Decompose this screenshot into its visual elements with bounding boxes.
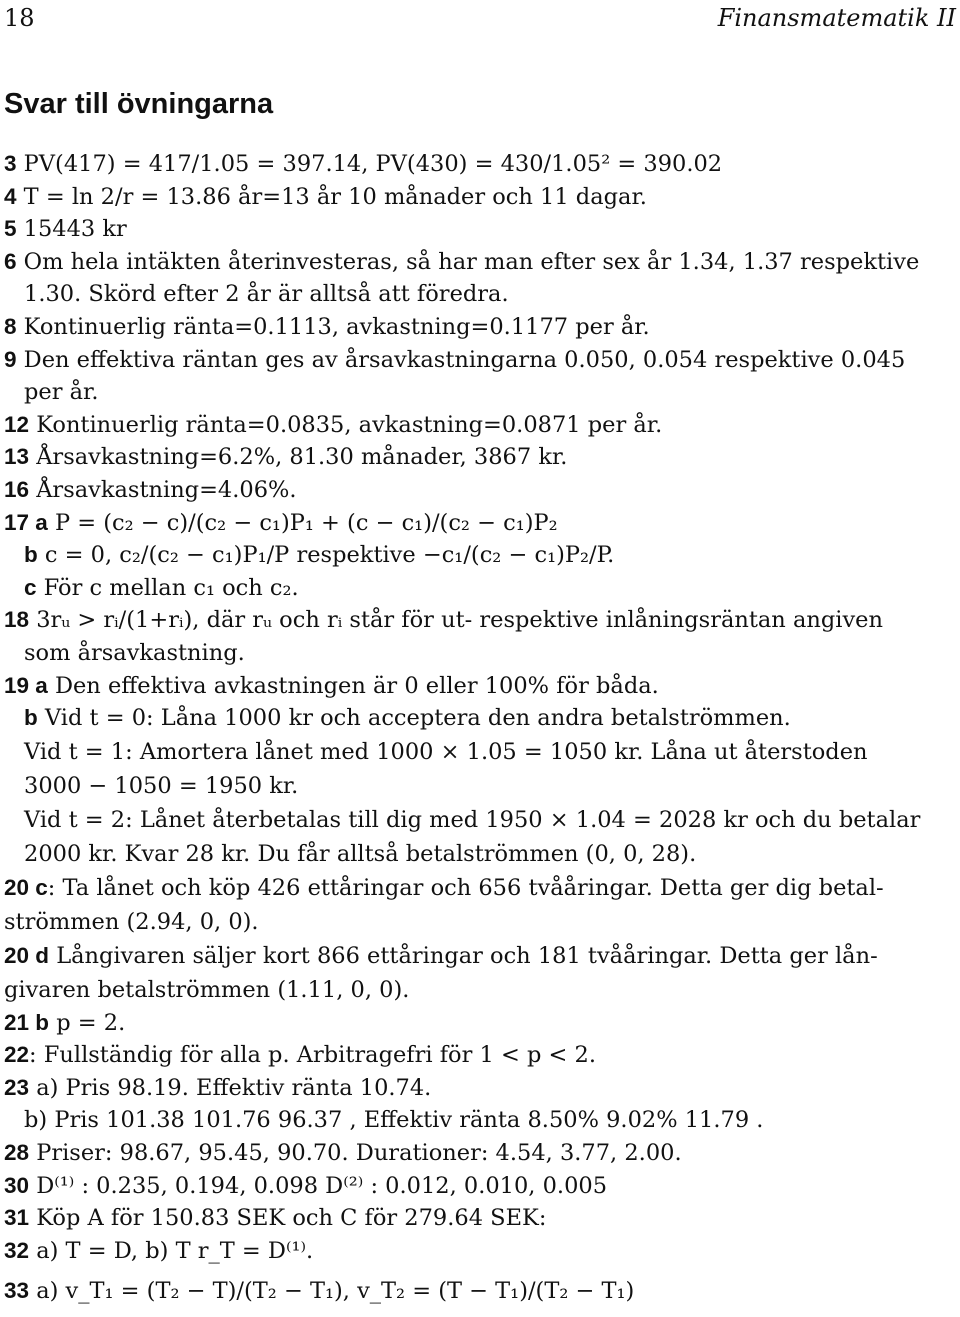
answer-text: För c mellan c₁ och c₂.	[43, 574, 299, 601]
answer-text: Om hela intäkten återinvesteras, så har man efter sex år 1.34, 1.37 respektive	[23, 248, 920, 275]
answer-line	[4, 1271, 956, 1311]
answer-line	[4, 939, 956, 973]
answer-text: strömmen (2.94, 0, 0).	[4, 908, 259, 935]
answer-number: 6	[4, 248, 17, 274]
answer-line	[4, 604, 956, 637]
answer-text: Årsavkastning=4.06%.	[36, 476, 297, 503]
answer-continuation	[4, 803, 956, 837]
answer-text: Priser: 98.67, 95.45, 90.70. Durationer: 4.54, 3.77, 2.00.	[36, 1140, 682, 1167]
answer-subpart	[4, 702, 956, 735]
answer-line	[4, 1072, 956, 1105]
answer-continuation	[4, 278, 956, 311]
answer-continuation	[4, 637, 956, 670]
answer-subpart-label: b	[24, 705, 38, 731]
answer-number: 16	[4, 476, 30, 502]
answer-number: 19 a	[4, 672, 48, 698]
answer-text: D⁽¹⁾ : 0.235, 0.194, 0.098 D⁽²⁾ : 0.012, 0.010, 0.005	[36, 1172, 608, 1199]
answer-number: 9	[4, 346, 17, 372]
answer-continuation	[4, 837, 956, 871]
answer-number: 31	[4, 1205, 30, 1231]
answer-number: 17 a	[4, 509, 48, 535]
answer-text: b) Pris 101.38 101.76 96.37 , Effektiv ränta 8.50% 9.02% 11.79 .	[24, 1107, 764, 1134]
answer-line	[4, 507, 956, 540]
answer-line	[4, 246, 956, 279]
answer-line	[4, 441, 956, 474]
answer-text: a) T = D, b) T r_T = D⁽¹⁾.	[36, 1237, 314, 1264]
answer-line	[4, 213, 956, 246]
answer-number: 21 b	[4, 1009, 50, 1035]
answer-text: a) v_T₁ = (T₂ − T)/(T₂ − T₁), v_T₂ = (T − T₁)/(T₂ − T₁)	[36, 1278, 635, 1305]
page-number: 18	[4, 4, 35, 32]
answer-text: Vid t = 0: Låna 1000 kr och acceptera den andra betalströmmen.	[44, 705, 791, 732]
page-header	[0, 4, 960, 40]
answer-text: 3rᵤ > rᵢ/(1+rᵢ), där rᵤ och rᵢ står för ut- respektive inlåningsräntan angiven	[36, 607, 883, 634]
answer-continuation	[4, 973, 956, 1007]
answer-line	[4, 871, 956, 905]
answer-text: 15443 kr	[23, 216, 127, 243]
answer-text: per år.	[24, 379, 99, 406]
answer-line	[4, 1007, 956, 1040]
answer-text: Årsavkastning=6.2%, 81.30 månader, 3867 kr.	[36, 444, 568, 471]
answer-number: 3	[4, 151, 17, 176]
answer-text: Vid t = 2: Lånet återbetalas till dig med 1950 × 1.04 = 2028 kr och du betalar	[24, 806, 921, 833]
answer-text: T = ln 2/r = 13.86 år=13 år 10 månader och 11 dagar.	[23, 183, 647, 210]
answer-text: 1.30. Skörd efter 2 år är alltså att föredra.	[24, 281, 509, 308]
answer-number: 12	[4, 411, 30, 437]
answer-continuation	[4, 769, 956, 803]
answer-text: c = 0, c₂/(c₂ − c₁)P₁/P respektive −c₁/(c₂ − c₁)P₂/P.	[44, 542, 615, 569]
answer-text: 2000 kr. Kvar 28 kr. Du får alltså betalströmmen (0, 0, 28).	[24, 840, 697, 867]
answer-text: a) Pris 98.19. Effektiv ränta 10.74.	[36, 1074, 432, 1101]
answer-subpart-label: b	[24, 542, 38, 568]
answer-text: P = (c₂ − c)/(c₂ − c₁)P₁ + (c − c₁)/(c₂ − c₁)P₂	[54, 509, 558, 536]
answer-line	[4, 409, 956, 442]
answer-line	[4, 1202, 956, 1235]
answer-number: 28	[4, 1140, 30, 1166]
answer-text: Kontinuerlig ränta=0.0835, avkastning=0.0871 per år.	[36, 411, 663, 438]
answer-line	[4, 670, 956, 703]
answer-text: givaren betalströmmen (1.11, 0, 0).	[4, 976, 410, 1003]
answer-text: Köp A för 150.83 SEK och C för 279.64 SEK:	[36, 1205, 547, 1232]
answer-text: : Ta lånet och köp 426 ettåringar och 656 tvååringar. Detta ger dig betal-	[47, 874, 884, 901]
answer-line	[4, 1235, 956, 1268]
answer-text: : Fullständig för alla p. Arbitragefri för 1 < p < 2.	[29, 1042, 597, 1069]
answer-line	[4, 1137, 956, 1170]
answer-number: 4	[4, 183, 17, 209]
answer-continuation	[4, 905, 956, 939]
answer-text: Kontinuerlig ränta=0.1113, avkastning=0.1177 per år.	[23, 313, 650, 340]
answer-line	[4, 181, 956, 214]
answer-text: Den effektiva avkastningen är 0 eller 100% för båda.	[54, 672, 659, 699]
section-title: Svar till övningarna	[4, 88, 274, 120]
answer-list	[4, 148, 956, 1311]
answer-text: p = 2.	[56, 1009, 126, 1036]
answer-text: som årsavkastning.	[24, 639, 245, 666]
answer-continuation	[4, 735, 956, 769]
answer-text: Den effektiva räntan ges av årsavkastningarna 0.050, 0.054 respektive 0.045	[23, 346, 906, 373]
answer-text: PV(417) = 417/1.05 = 397.14, PV(430) = 430/1.05² = 390.02	[23, 151, 723, 177]
answer-number: 18	[4, 607, 30, 633]
running-title: Finansmatematik II	[717, 4, 956, 32]
answer-line	[4, 1170, 956, 1203]
answer-text: 3000 − 1050 = 1950 kr.	[24, 772, 299, 799]
answer-number: 23	[4, 1074, 30, 1100]
answer-number: 30	[4, 1172, 30, 1198]
answer-subpart-label: c	[24, 574, 37, 600]
answer-number: 8	[4, 313, 17, 339]
answer-number: 20 d	[4, 942, 50, 968]
answer-number: 5	[4, 216, 17, 242]
answer-continuation	[4, 1104, 956, 1137]
answer-continuation	[4, 376, 956, 409]
answer-number: 22	[4, 1042, 30, 1068]
answer-line	[4, 474, 956, 507]
answer-number: 33	[4, 1278, 30, 1304]
answer-number: 20 c	[4, 874, 48, 900]
answer-number: 32	[4, 1237, 30, 1263]
answer-line	[4, 148, 956, 181]
answer-number: 13	[4, 444, 30, 470]
answer-line	[4, 311, 956, 344]
answer-line	[4, 1039, 956, 1072]
answer-text: Långivaren säljer kort 866 ettåringar och 181 tvååringar. Detta ger lån-	[56, 942, 878, 969]
answer-subpart	[4, 572, 956, 605]
answer-subpart	[4, 539, 956, 572]
answer-line	[4, 344, 956, 377]
answer-text: Vid t = 1: Amortera lånet med 1000 × 1.05 = 1050 kr. Låna ut återstoden	[24, 738, 868, 765]
